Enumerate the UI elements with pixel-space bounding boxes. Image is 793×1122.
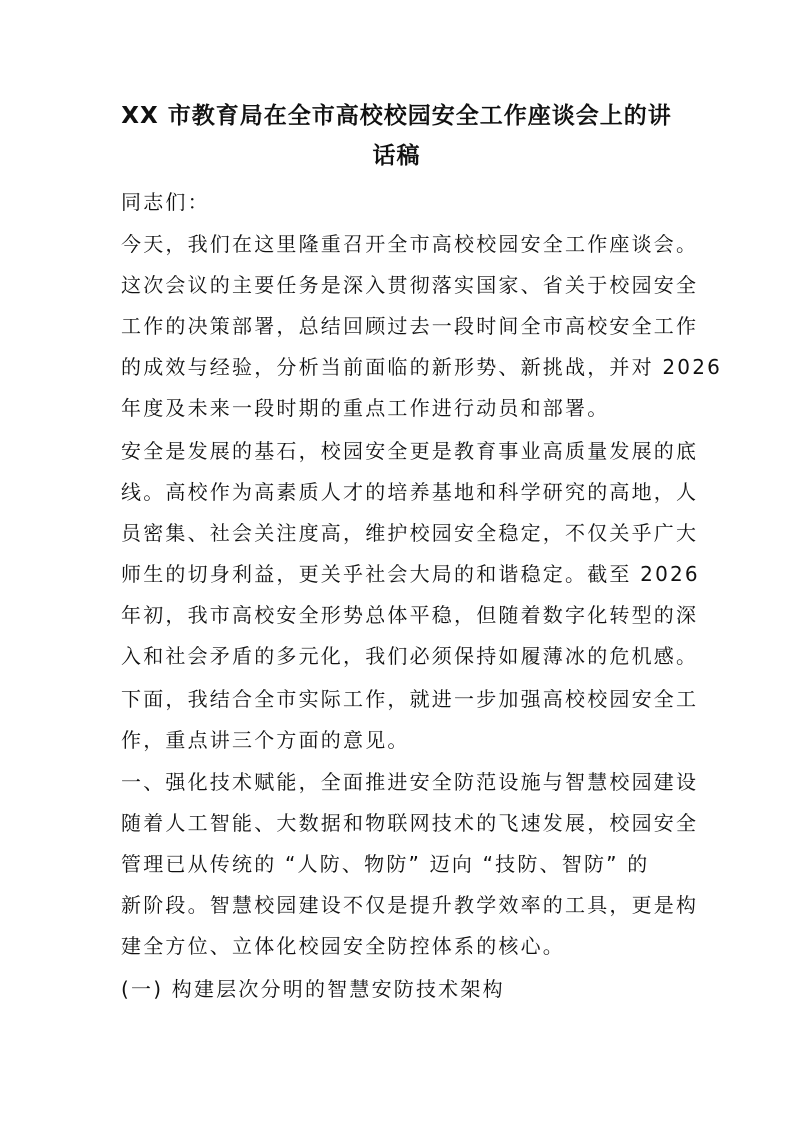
body-line: 工作的决策部署，总结回顾过去一段时间全市高校安全工作 — [121, 314, 699, 338]
body-line: 作，重点讲三个方面的意见。 — [121, 728, 410, 752]
body-line: 今天，我们在这里隆重召开全市高校校园安全工作座谈会。 — [121, 232, 699, 256]
body-line: 随着人工智能、大数据和物联网技术的飞速发展，校园安全 — [121, 811, 699, 835]
salutation: 同志们： — [121, 190, 210, 214]
body-line: 线。高校作为高素质人才的培养基地和科学研究的高地，人 — [121, 480, 699, 504]
body-line: 新阶段。智慧校园建设不仅是提升教学效率的工具，更是构 — [121, 893, 699, 917]
body-line: 师生的切身利益，更关乎社会大局的和谐稳定。截至 2026 — [121, 562, 700, 586]
body-line: 安全是发展的基石，校园安全更是教育事业高质量发展的底 — [121, 439, 699, 463]
body-line: 建全方位、立体化校园安全防控体系的核心。 — [121, 934, 565, 958]
body-line: 年初，我市高校安全形势总体平稳，但随着数字化转型的深 — [121, 603, 699, 627]
section-heading: 一、强化技术赋能，全面推进安全防范设施与智慧校园建设 — [121, 770, 699, 794]
body-line: 的成效与经验，分析当前面临的新形势、新挑战，并对 2026 — [121, 355, 723, 379]
body-line: 年度及未来一段时期的重点工作进行动员和部署。 — [121, 396, 610, 420]
body-line: 下面，我结合全市实际工作，就进一步加强高校校园安全工 — [121, 687, 699, 711]
body-line: 员密集、社会关注度高，维护校园安全稳定，不仅关乎广大 — [121, 521, 699, 545]
document-title: XX 市教育局在全市高校校园安全工作座谈会上的讲话稿 — [121, 103, 672, 169]
body-line: 这次会议的主要任务是深入贯彻落实国家、省关于校园安全 — [121, 273, 699, 297]
body-line: 管理已从传统的 “人防、物防” 迈向 “技防、智防” 的 — [121, 852, 650, 876]
subsection-heading: (一) 构建层次分明的智慧安防技术架构 — [121, 977, 505, 1001]
body-line: 入和社会矛盾的多元化，我们必须保持如履薄冰的危机感。 — [121, 644, 699, 668]
